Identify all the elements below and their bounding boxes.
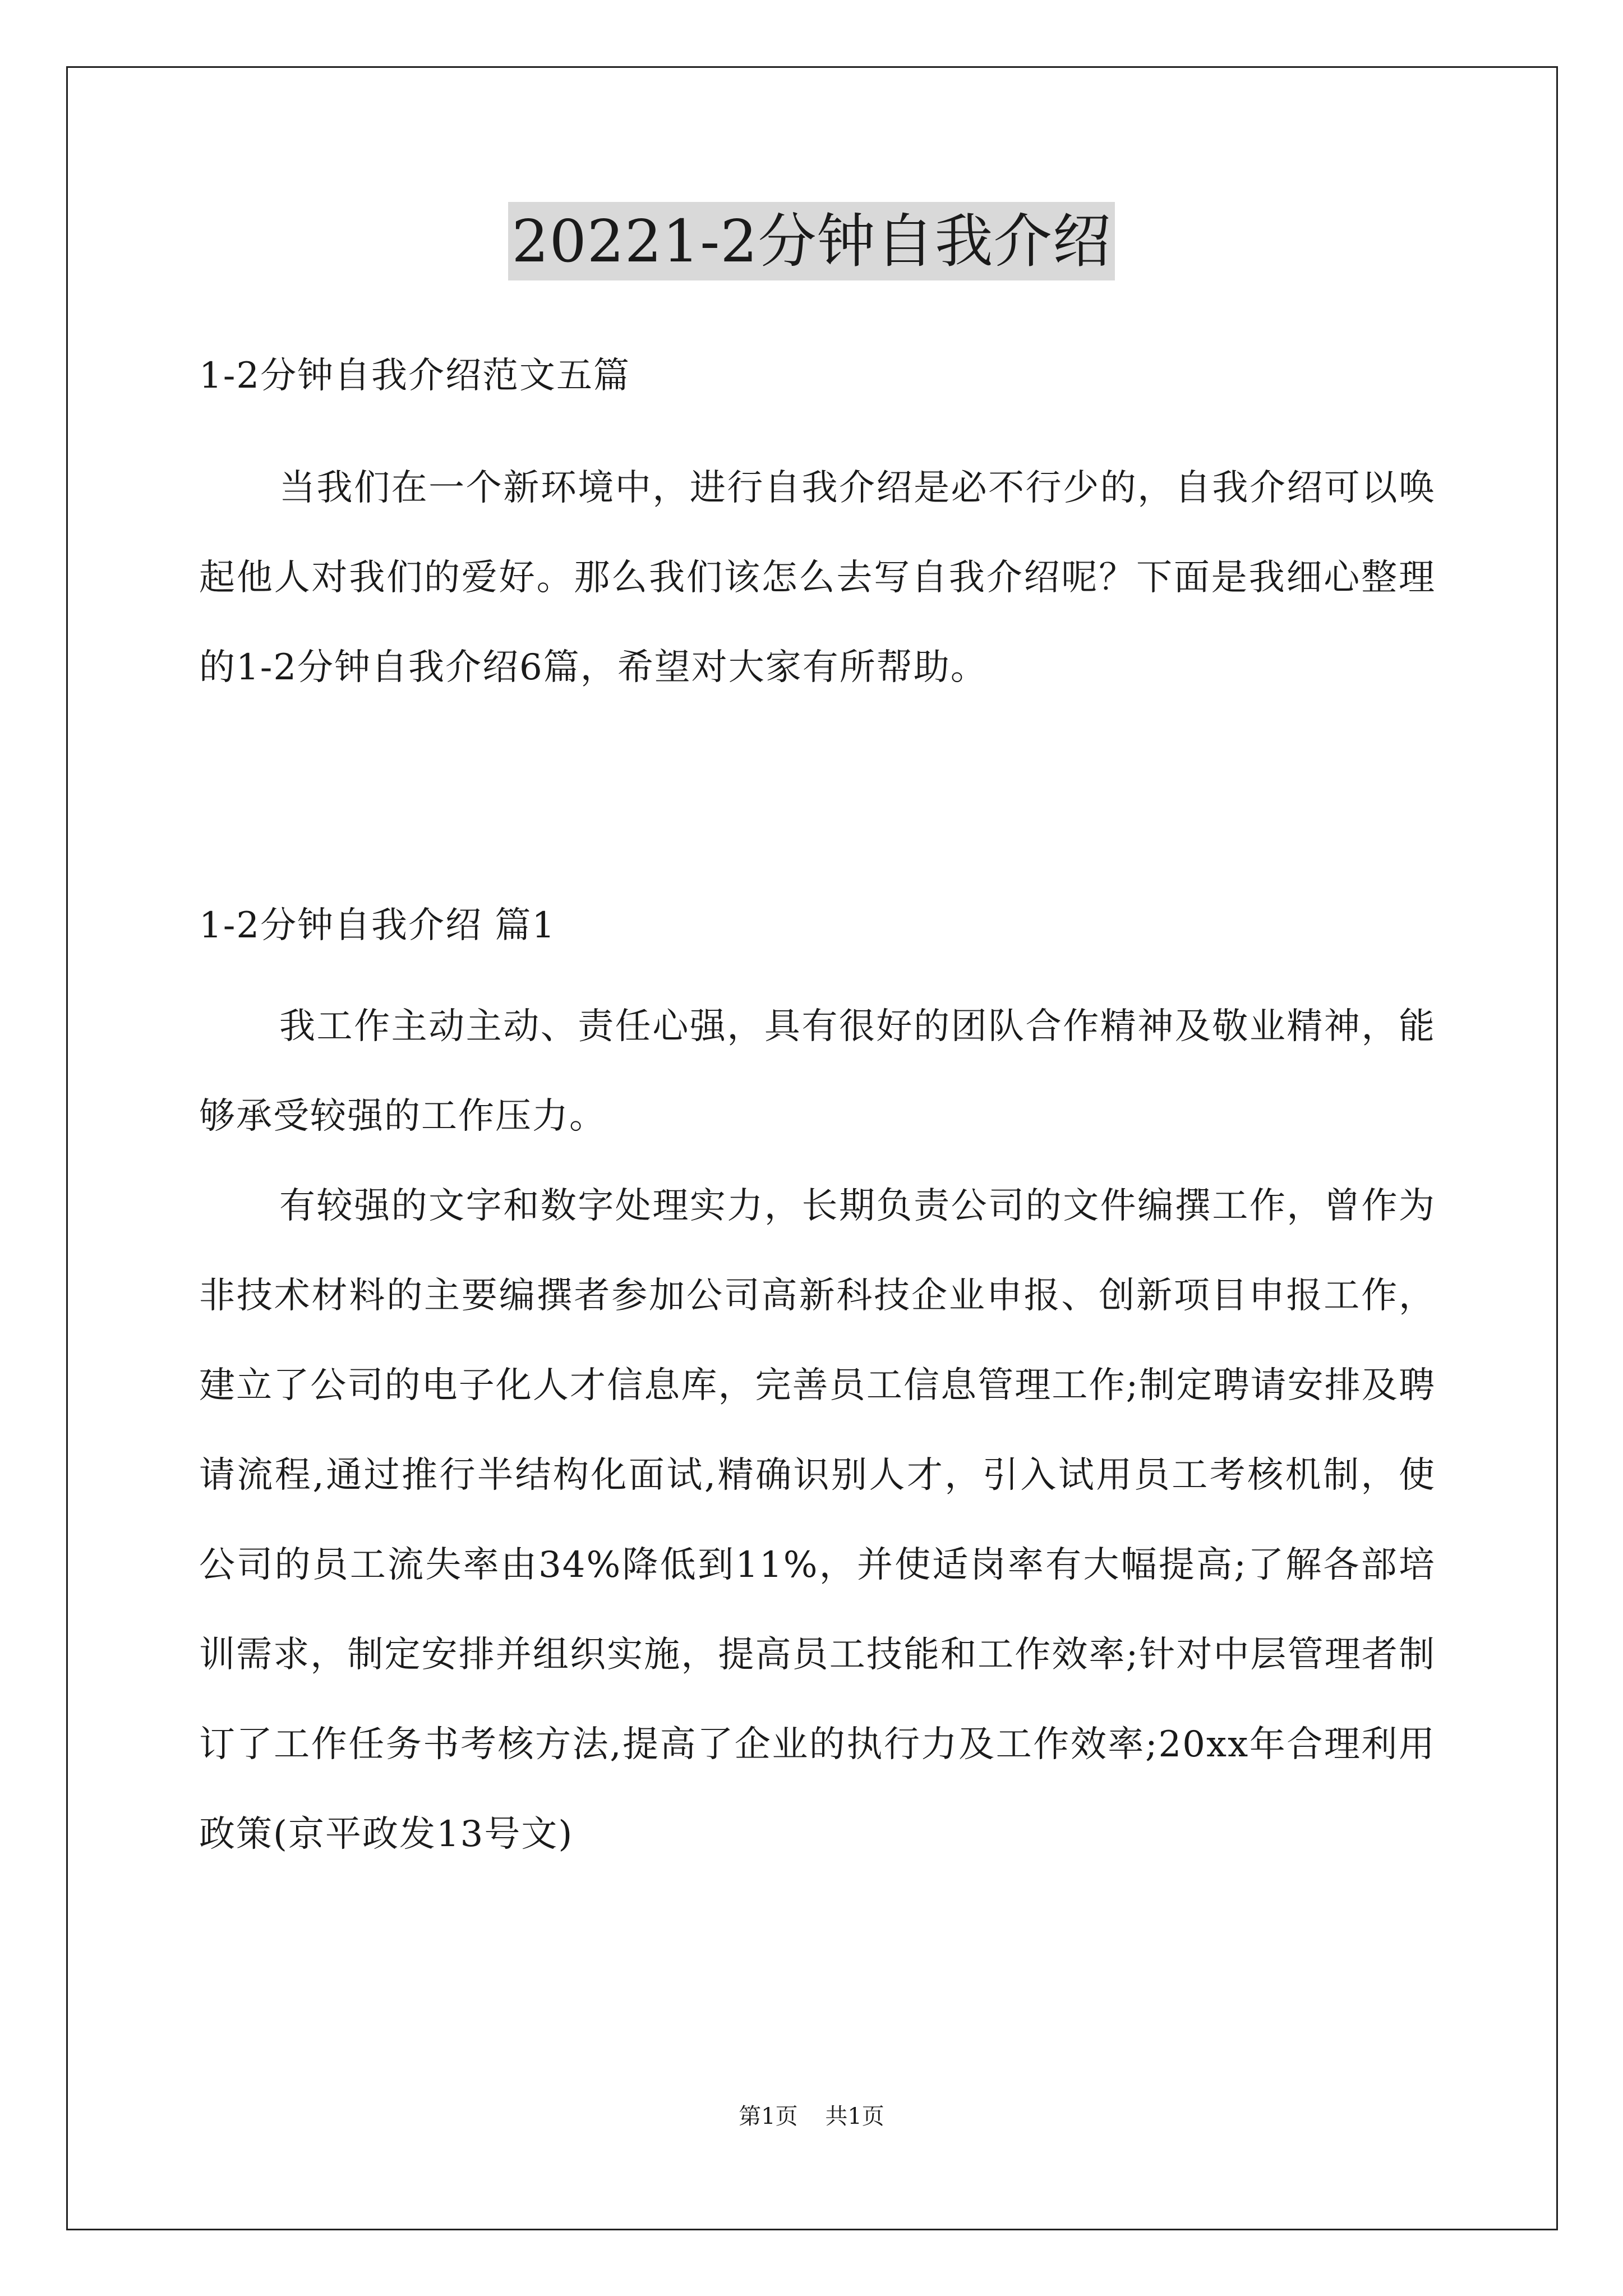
document-title: 20221-2分钟自我介绍 — [508, 202, 1114, 280]
page-number-total: 共1页 — [825, 2104, 884, 2129]
page-number-current: 第1页 — [739, 2104, 798, 2129]
section-1-paragraph-1: 我工作主动主动、责任心强，具有很好的团队合作精神及敬业精神，能够承受较强的工作压力。 — [199, 1006, 1436, 1137]
page-footer — [0, 2101, 1623, 2132]
section-1-heading: 1-2分钟自我介绍 篇1 — [199, 905, 556, 946]
intro-paragraph: 当我们在一个新环境中，进行自我介绍是必不行少的，自我介绍可以唤起他人对我们的爱好。那么我们该怎么去写自我介绍呢？下面是我细心整理的1-2分钟自我介绍6篇，希望对大家有所帮助。 — [199, 467, 1436, 688]
intro-heading: 1-2分钟自我介绍范文五篇 — [199, 355, 631, 397]
title-container — [0, 202, 1623, 280]
section-1-paragraph-2: 有较强的文字和数字处理实力，长期负责公司的文件编撰工作，曾作为非技术材料的主要编撰者参加公司高新科技企业申报、创新项目申报工作，建立了公司的电子化人才信息库，完善员工信息管理工作;制定聘请安排及聘请流程,通过推行半结构化面试,精确识别人才，引入试用员工考核机制，使公司的员工流失率由34%降低到11%，并使适岗率有大幅提高;了解各部培训需求，制定安排并组织实施，提高员工技能和工作效率;针对中层管理者制订了工作任务书考核方法,提高了企业的执行力及工作效率;20xx年合理利用政策(京平政发13号文) — [199, 1185, 1436, 1855]
